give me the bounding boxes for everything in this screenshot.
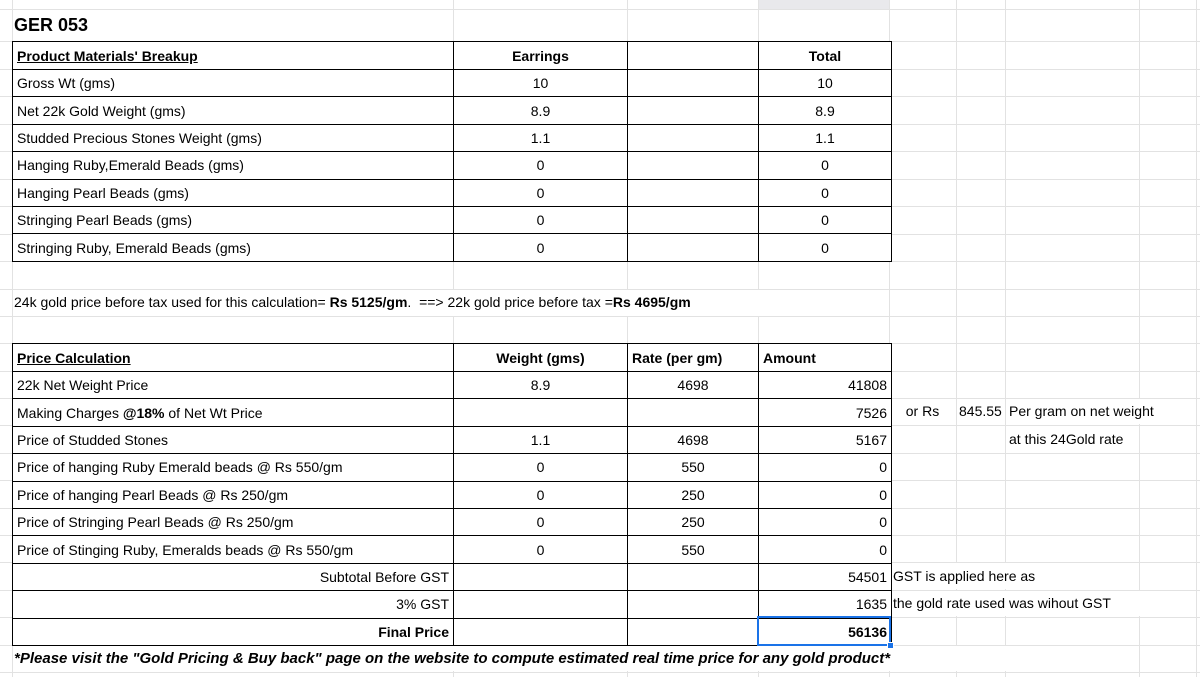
row-earrings-value[interactable]: 0: [454, 234, 628, 261]
final-price-value[interactable]: 56136: [759, 618, 892, 645]
row-label[interactable]: Price of Stinging Ruby, Emeralds beads @ Rs 550/gm: [13, 536, 454, 563]
gst-label[interactable]: 3% GST: [13, 591, 454, 618]
table-row: [13, 179, 892, 206]
table-row: [13, 481, 892, 508]
row-total-value[interactable]: 10: [759, 70, 892, 97]
row-blank-cell[interactable]: [628, 206, 759, 233]
row-blank-cell[interactable]: [628, 152, 759, 179]
table-row: [13, 536, 892, 563]
per-gram-note[interactable]: Per gram on net weight: [1009, 403, 1154, 419]
table-row: [13, 70, 892, 97]
table-row: [13, 234, 892, 261]
price-header-rate[interactable]: Rate (per gm): [628, 344, 759, 372]
row-label[interactable]: Stringing Pearl Beads (gms): [13, 206, 454, 233]
final-price-label[interactable]: Final Price: [13, 618, 454, 645]
row-label[interactable]: 22k Net Weight Price: [13, 372, 454, 399]
subtotal-value[interactable]: 54501: [759, 563, 892, 590]
row-rate-value[interactable]: 550: [628, 536, 759, 563]
gst-note-line1[interactable]: GST is applied here as: [893, 568, 1036, 584]
gridline: [0, 672, 1200, 673]
price-header-weight[interactable]: Weight (gms): [454, 344, 628, 372]
gst-note-line2[interactable]: the gold rate used was wihout GST: [893, 595, 1111, 611]
row-weight-value[interactable]: 8.9: [454, 372, 628, 399]
row-total-value[interactable]: 0: [759, 152, 892, 179]
gold-price-note[interactable]: [14, 289, 691, 316]
price-22k: Rs 4695/gm: [612, 294, 691, 310]
row-rate-value[interactable]: [628, 399, 759, 426]
row-total-value[interactable]: 8.9: [759, 97, 892, 124]
row-weight-value[interactable]: 0: [454, 536, 628, 563]
row-earrings-value[interactable]: 0: [454, 206, 628, 233]
row-blank-cell[interactable]: [628, 179, 759, 206]
row-amount-value[interactable]: 0: [759, 536, 892, 563]
row-total-value[interactable]: 0: [759, 206, 892, 233]
materials-table: [12, 41, 892, 262]
row-amount-value[interactable]: 41808: [759, 372, 892, 399]
price-header-row: [13, 344, 892, 372]
subtotal-label[interactable]: Subtotal Before GST: [13, 563, 454, 590]
row-amount-value[interactable]: 5167: [759, 426, 892, 453]
empty-cell[interactable]: [628, 618, 759, 645]
materials-header-total[interactable]: Total: [759, 42, 892, 70]
gridline: [0, 316, 1200, 317]
subtotal-row: [13, 563, 892, 590]
empty-cell[interactable]: [628, 591, 759, 618]
row-label[interactable]: Net 22k Gold Weight (gms): [13, 97, 454, 124]
row-weight-value[interactable]: [454, 399, 628, 426]
at-rate-note[interactable]: at this 24Gold rate: [1009, 431, 1124, 447]
row-total-value[interactable]: 1.1: [759, 124, 892, 151]
materials-header-earrings[interactable]: Earrings: [454, 42, 628, 70]
empty-cell[interactable]: [454, 618, 628, 645]
row-blank-cell[interactable]: [628, 124, 759, 151]
gridline: [1139, 0, 1140, 677]
row-amount-value[interactable]: 0: [759, 508, 892, 535]
table-row: [13, 508, 892, 535]
table-row: [13, 124, 892, 151]
final-price-row: [13, 618, 892, 645]
table-row: [13, 399, 892, 426]
materials-header-blank[interactable]: [628, 42, 759, 70]
row-blank-cell[interactable]: [628, 70, 759, 97]
price-24k: Rs 5125/gm: [329, 294, 408, 310]
making-charges-pre: Making Charges: [17, 404, 123, 421]
row-earrings-value[interactable]: 8.9: [454, 97, 628, 124]
table-row: [13, 454, 892, 481]
row-label[interactable]: Price of Studded Stones: [13, 426, 454, 453]
empty-cell[interactable]: [454, 591, 628, 618]
row-label[interactable]: Hanging Ruby,Emerald Beads (gms): [13, 152, 454, 179]
table-row: [13, 372, 892, 399]
per-gram-value-cell[interactable]: 845.55: [959, 403, 1002, 419]
price-calculation-table: [12, 343, 892, 646]
gridline: [0, 9, 1200, 10]
row-amount-value[interactable]: 0: [759, 454, 892, 481]
row-label[interactable]: Hanging Pearl Beads (gms): [13, 179, 454, 206]
gst-value[interactable]: 1635: [759, 591, 892, 618]
row-earrings-value[interactable]: 0: [454, 179, 628, 206]
row-label[interactable]: Price of Stringing Pearl Beads @ Rs 250/gm: [13, 508, 454, 535]
row-label[interactable]: Studded Precious Stones Weight (gms): [13, 124, 454, 151]
row-rate-value[interactable]: 4698: [628, 426, 759, 453]
making-charges-post: of Net Wt Price: [164, 404, 263, 421]
row-blank-cell[interactable]: [628, 97, 759, 124]
empty-cell[interactable]: [454, 563, 628, 590]
row-rate-value[interactable]: 250: [628, 508, 759, 535]
row-total-value[interactable]: 0: [759, 234, 892, 261]
materials-header-row: [13, 42, 892, 70]
row-label[interactable]: Price of hanging Pearl Beads @ Rs 250/gm: [13, 481, 454, 508]
note-middle: . ==> 22k gold price before tax =: [407, 294, 613, 310]
row-total-value[interactable]: 0: [759, 179, 892, 206]
row-rate-value[interactable]: 4698: [628, 372, 759, 399]
row-rate-value[interactable]: 550: [628, 454, 759, 481]
row-blank-cell[interactable]: [628, 234, 759, 261]
table-row: [13, 426, 892, 453]
price-header-amount[interactable]: Amount: [759, 344, 892, 372]
empty-cell[interactable]: [628, 563, 759, 590]
shaded-header-cell[interactable]: [758, 0, 889, 9]
row-weight-value[interactable]: 0: [454, 454, 628, 481]
row-earrings-value[interactable]: 0: [454, 152, 628, 179]
making-charges-pct: @18%: [122, 404, 165, 421]
table-row: [13, 97, 892, 124]
or-rs-cell[interactable]: or Rs: [905, 403, 940, 419]
fill-handle[interactable]: [887, 642, 894, 649]
row-label[interactable]: Gross Wt (gms): [13, 70, 454, 97]
row-amount-value[interactable]: 0: [759, 481, 892, 508]
row-weight-value[interactable]: 0: [454, 481, 628, 508]
row-label[interactable]: Stringing Ruby, Emerald Beads (gms): [13, 234, 454, 261]
note-prefix: 24k gold price before tax used for this calculation=: [14, 294, 330, 310]
table-row: [13, 206, 892, 233]
row-weight-value[interactable]: 0: [454, 508, 628, 535]
gridline: [1196, 0, 1197, 677]
row-rate-value[interactable]: 250: [628, 481, 759, 508]
row-earrings-value[interactable]: 10: [454, 70, 628, 97]
row-label[interactable]: Price of hanging Ruby Emerald beads @ Rs 550/gm: [13, 454, 454, 481]
materials-header-label[interactable]: Product Materials' Breakup: [13, 42, 454, 70]
row-earrings-value[interactable]: 1.1: [454, 124, 628, 151]
row-label[interactable]: [13, 399, 454, 426]
row-weight-value[interactable]: 1.1: [454, 426, 628, 453]
row-amount-value[interactable]: 7526: [759, 399, 892, 426]
page-title[interactable]: GER 053: [14, 15, 89, 35]
price-header-label[interactable]: Price Calculation: [13, 344, 454, 372]
table-row: [13, 152, 892, 179]
footer-disclaimer[interactable]: *Please visit the "Gold Pricing & Buy back" page on the website to compute estimated real time price for any gold product*: [14, 650, 891, 667]
gst-row: [13, 591, 892, 618]
